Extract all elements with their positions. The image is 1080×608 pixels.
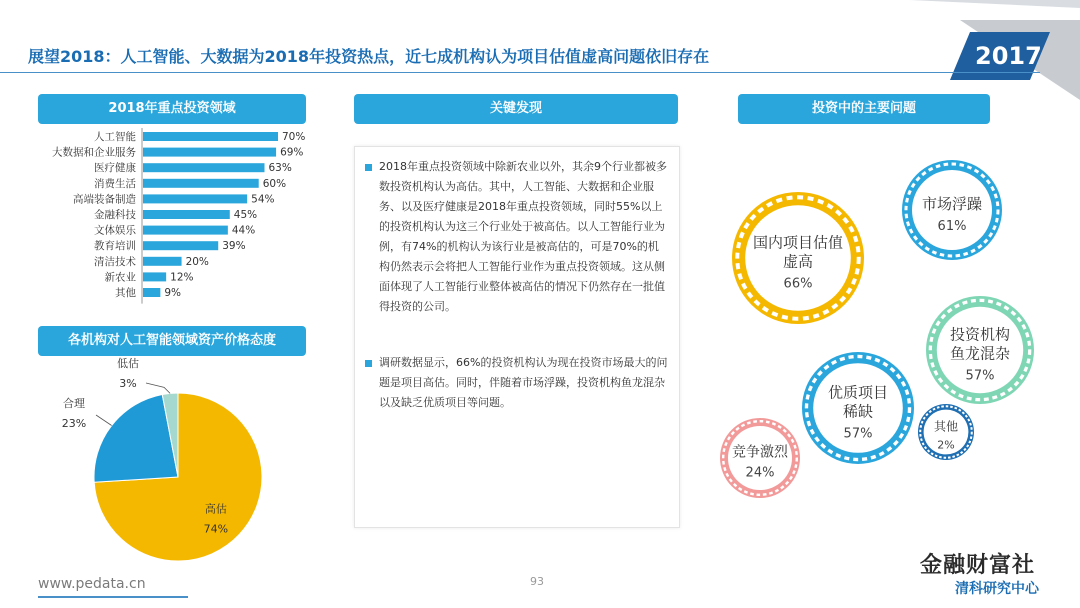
bar-category-label: 大数据和企业服务 xyxy=(52,146,136,159)
deco-grey-strip xyxy=(910,0,1080,8)
pie-label-value: 3% xyxy=(119,377,137,390)
bullet-1 xyxy=(365,164,372,171)
invest-areas-bar-chart xyxy=(30,128,330,308)
bar xyxy=(143,226,228,235)
bar-value-label: 9% xyxy=(164,287,182,299)
bubble-label: 鱼龙混杂 xyxy=(949,344,1011,363)
bar xyxy=(143,288,160,297)
problems-bubble-chart xyxy=(700,130,1080,530)
bubble-label: 优质项目 xyxy=(827,383,889,402)
bar-value-label: 69% xyxy=(280,146,304,159)
ai-attitude-pie-chart xyxy=(50,355,280,570)
pie-leader-line xyxy=(146,383,170,393)
footer-underline xyxy=(38,596,188,598)
bar-category-label: 文体娱乐 xyxy=(94,224,136,237)
pie-label-name: 低估 xyxy=(117,357,139,370)
bar xyxy=(143,210,230,219)
bubble-label: 市场浮躁 xyxy=(921,195,983,213)
title-divider xyxy=(0,72,1040,73)
invest-areas-title: 2018年重点投资领域 xyxy=(38,94,306,124)
bar-category-label: 消费生活 xyxy=(94,177,136,190)
bar-category-label: 教育培训 xyxy=(94,240,136,253)
bar xyxy=(143,194,247,203)
bubble-label: 其他 xyxy=(933,419,959,434)
bar-category-label: 医疗健康 xyxy=(94,162,136,175)
bubble-value: 61% xyxy=(937,219,967,234)
page-number: 93 xyxy=(530,575,544,588)
bar-value-label: 12% xyxy=(170,271,194,284)
watermark-text: 金融财富社 xyxy=(920,553,1036,578)
bubble-label: 投资机构 xyxy=(949,325,1011,344)
bubble-value: 57% xyxy=(843,426,873,442)
pie-label-value: 74% xyxy=(203,522,229,536)
bar-value-label: 63% xyxy=(268,162,292,175)
key-findings-card xyxy=(354,146,680,528)
bubble-value: 66% xyxy=(783,276,813,292)
bar-value-label: 39% xyxy=(222,240,246,253)
bubble-value: 24% xyxy=(745,465,775,481)
pie-label-name: 合理 xyxy=(63,397,85,410)
key-findings-title: 关键发现 xyxy=(354,94,678,124)
ai-attitude-title: 各机构对人工智能领域资产价格态度 xyxy=(38,326,306,356)
bar-category-label: 新农业 xyxy=(104,271,136,284)
bar-category-label: 其他 xyxy=(115,287,136,299)
finding-paragraph-1: 2018年重点投资领域中除新农业以外，其余9个行业都被多数投资机构认为高估。其中，人工智能、大数据和企业服务、以及医疗健康是2018年重点投资领域，同时55%以上的投资机构认为这三个行业处于被高估。以人工智能行业为例，有74%的机构认为该行业是被高估的，可是70%的机构仍然表示会将把人工智能行业作为重点投资领域。这从侧面体现了人工智能行业整体被高估的情况下仍然存在一批值得投资的公司。 xyxy=(379,160,667,313)
pie-label-value: 23% xyxy=(61,417,87,430)
bar-category-label: 清洁技术 xyxy=(94,255,136,268)
watermark-subtext: 清科研究中心 xyxy=(955,581,1039,597)
bar-value-label: 20% xyxy=(185,255,209,268)
bar-category-label: 人工智能 xyxy=(94,131,136,143)
bar xyxy=(143,163,265,172)
pie-leader-line xyxy=(96,415,112,426)
bar xyxy=(143,148,276,157)
bar-value-label: 54% xyxy=(251,193,275,206)
bullet-2 xyxy=(365,360,372,367)
bar xyxy=(143,272,166,281)
bar-value-label: 45% xyxy=(233,209,258,221)
bar-value-label: 60% xyxy=(262,177,287,190)
bar xyxy=(143,257,182,266)
bubble-label: 虚高 xyxy=(782,252,814,271)
bar xyxy=(143,241,218,250)
bar-category-label: 金融科技 xyxy=(94,209,136,221)
bar-value-label: 70% xyxy=(282,131,306,143)
page-title: 展望2018：人工智能、大数据为2018年投资热点，近七成机构认为项目估值虚高问题依旧存在 xyxy=(28,47,710,66)
pie-label-name: 高估 xyxy=(204,502,227,516)
footer-url[interactable]: www.pedata.cn xyxy=(38,576,146,592)
bubble-value: 57% xyxy=(965,368,995,384)
bar-value-label: 44% xyxy=(231,224,256,237)
bubble-label: 竞争激烈 xyxy=(732,444,788,461)
bar-category-label: 高端装备制造 xyxy=(73,193,136,206)
bar xyxy=(143,179,259,188)
year-label: 2017 xyxy=(975,42,1042,70)
bubble-value: 2% xyxy=(937,438,955,452)
finding-paragraph-2: 调研数据显示，66%的投资机构认为现在投资市场最大的问题是项目高估。同时，伴随着市场浮躁，投资机构鱼龙混杂以及缺乏优质项目等问题。 xyxy=(379,356,668,409)
bar xyxy=(143,132,278,141)
problems-title: 投资中的主要问题 xyxy=(738,94,990,124)
bubble-label: 稀缺 xyxy=(842,402,874,421)
bubble-label: 国内项目估值 xyxy=(752,233,844,252)
